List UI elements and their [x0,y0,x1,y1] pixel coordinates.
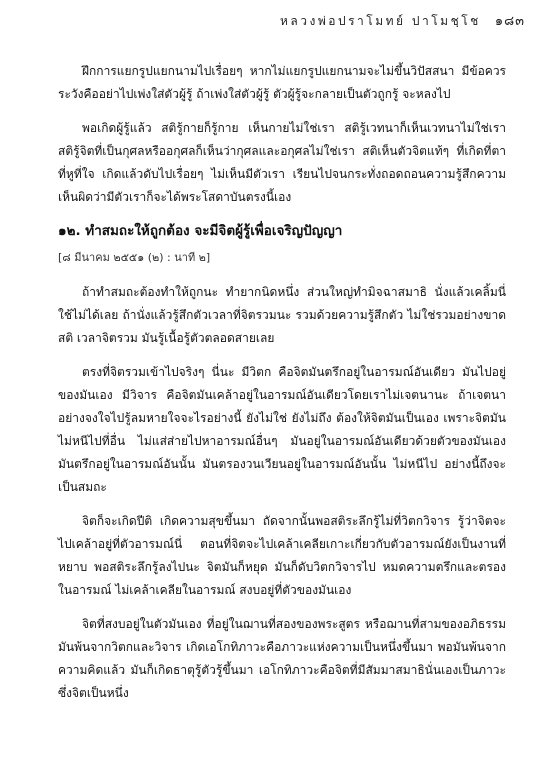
section-heading: ๑๒. ทำสมถะให้ถูกต้อง จะมีจิตผู้รู้เพื่อเจริญปัญญา [58,223,343,239]
running-header [195,10,525,31]
section-dateline: [๘ มีนาคม ๒๕๕๑ (๒) : นาที ๒] [58,251,211,264]
running-title: หลวงพ่อปราโมทย์ ปาโมชฺโช [279,14,481,28]
paragraph: ถ้าทำสมถะต้องทำให้ถูกนะ ทำยากนิดหนึ่ง ส่วนใหญ่ทำมิจฉาสมาธิ นั่งแล้วเคลิ้มนี่ใช้ไม่ได้เลย ถ้านั่งแล้วรู้สึกตัวเวลาที่จิตรวมนะ รวมด้วยความรู้สึกตัว ไม่ใช่รวมอย่างขาดสติ เวลาจิตรวม มันรู้เนื้อรู้ตัวตลอดสายเลย [58,285,506,345]
paragraph: ตรงที่จิตรวมเข้าไปจริงๆ นี่นะ มีวิตก คือจิตมันตรึกอยู่ในอารมณ์อันเดียว มันไปอยู่ของมันเอง มีวิจาร คือจิตมันเคล้าอยู่ในอารมณ์อันเดียวโดยเราไม่เจตนานะ ถ้าเจตนาอย่างจงใจไปรู้ลมหายใจจะไรอย่างนี้ ยังไม่ใช่ ยังไม่ถึง ต้องให้จิตมันเป็นเอง เพราะจิตมันไม่หนีไปที่อื่น ไม่แส่ส่ายไปหาอารมณ์อื่นๆ มันอยู่ในอารมณ์อันเดียวด้วยตัวของมันเอง มันตรึกอยู่ในอารมณ์อันนั้น มันตรองวนเวียนอยู่ในอารมณ์อันนั้น ไม่หนีไป อย่างนี้ถึงจะเป็นสมถะ [58,365,506,494]
paragraph: จิตก็จะเกิดปีติ เกิดความสุขขึ้นมา ถัดจากนั้นพอสติระลึกรู้ไม่ที่วิตกวิจาร รู้ว่าจิตจะไปเคล้าอยู่ที่ตัวอารมณ์นี่ ตอนที่จิตจะไปเคล้าเคลียเกาะเกี่ยวกับตัวอารมณ์ยังเป็นงานที่หยาบ พอสติระลึกรู้ลงไปนะ จิตมันก็หยุด มันก็ดับวิตกวิจารไป หมดความตรึกและตรองในอารมณ์ ไม่เคล้าเคลียในอารมณ์ สงบอยู่ที่ตัวของมันเอง [58,514,506,597]
paragraph: พอเกิดผู้รู้แล้ว สติรู้กายก็รู้กาย เห็นกายไม่ใช่เรา สติรู้เวทนาก็เห็นเวทนาไม่ใช่เรา สติรู้จิตที่เป็นกุศลหรืออกุศลก็เห็นว่ากุศลและอกุศลไม่ใช่เรา สติเห็นตัวจิตแท้ๆ ที่เกิดที่ตา ที่หูที่ใจ เกิดแล้วดับไปเรื่อยๆ ไม่เห็นมีตัวเรา เรียนไปจนกระทั่งถอดถอนความรู้สึกความเห็นผิดว่ามีตัวเราก็จะได้พระโสดาบันตรงนี้เอง [58,121,506,204]
paragraph: ฝึกการแยกรูปแยกนามไปเรื่อยๆ หากไม่แยกรูปแยกนามจะไม่ขึ้นวิปัสสนา มีข้อควรระวังคืออย่าไปเพ่งใส่ตัวผู้รู้ ถ้าเพ่งใส่ตัวผู้รู้ ตัวผู้รู้จะกลายเป็นตัวถูกรู้ จะหลงไป [58,64,506,101]
page-body [58,60,506,716]
paragraph: จิตที่สงบอยู่ในตัวมันเอง ที่อยู่ในฌานที่สองของพระสูตร หรือฌานที่สามของอภิธรรม มันพ้นจากวิตกและวิจาร เกิดเอโกทิภาวะคือภาวะแห่งความเป็นหนึ่งขึ้นมา พอมันพ้นจากความคิดแล้ว มันก็เกิดธาตุรู้ตัวรู้ขึ้นมา เอโกทิภาวะคือจิตที่มีสัมมาสมาธินั่นเองเป็นภาวะซึ่งจิตเป็นหนึ่ง [58,617,506,700]
page-number: ๑๘๓ [494,14,525,29]
